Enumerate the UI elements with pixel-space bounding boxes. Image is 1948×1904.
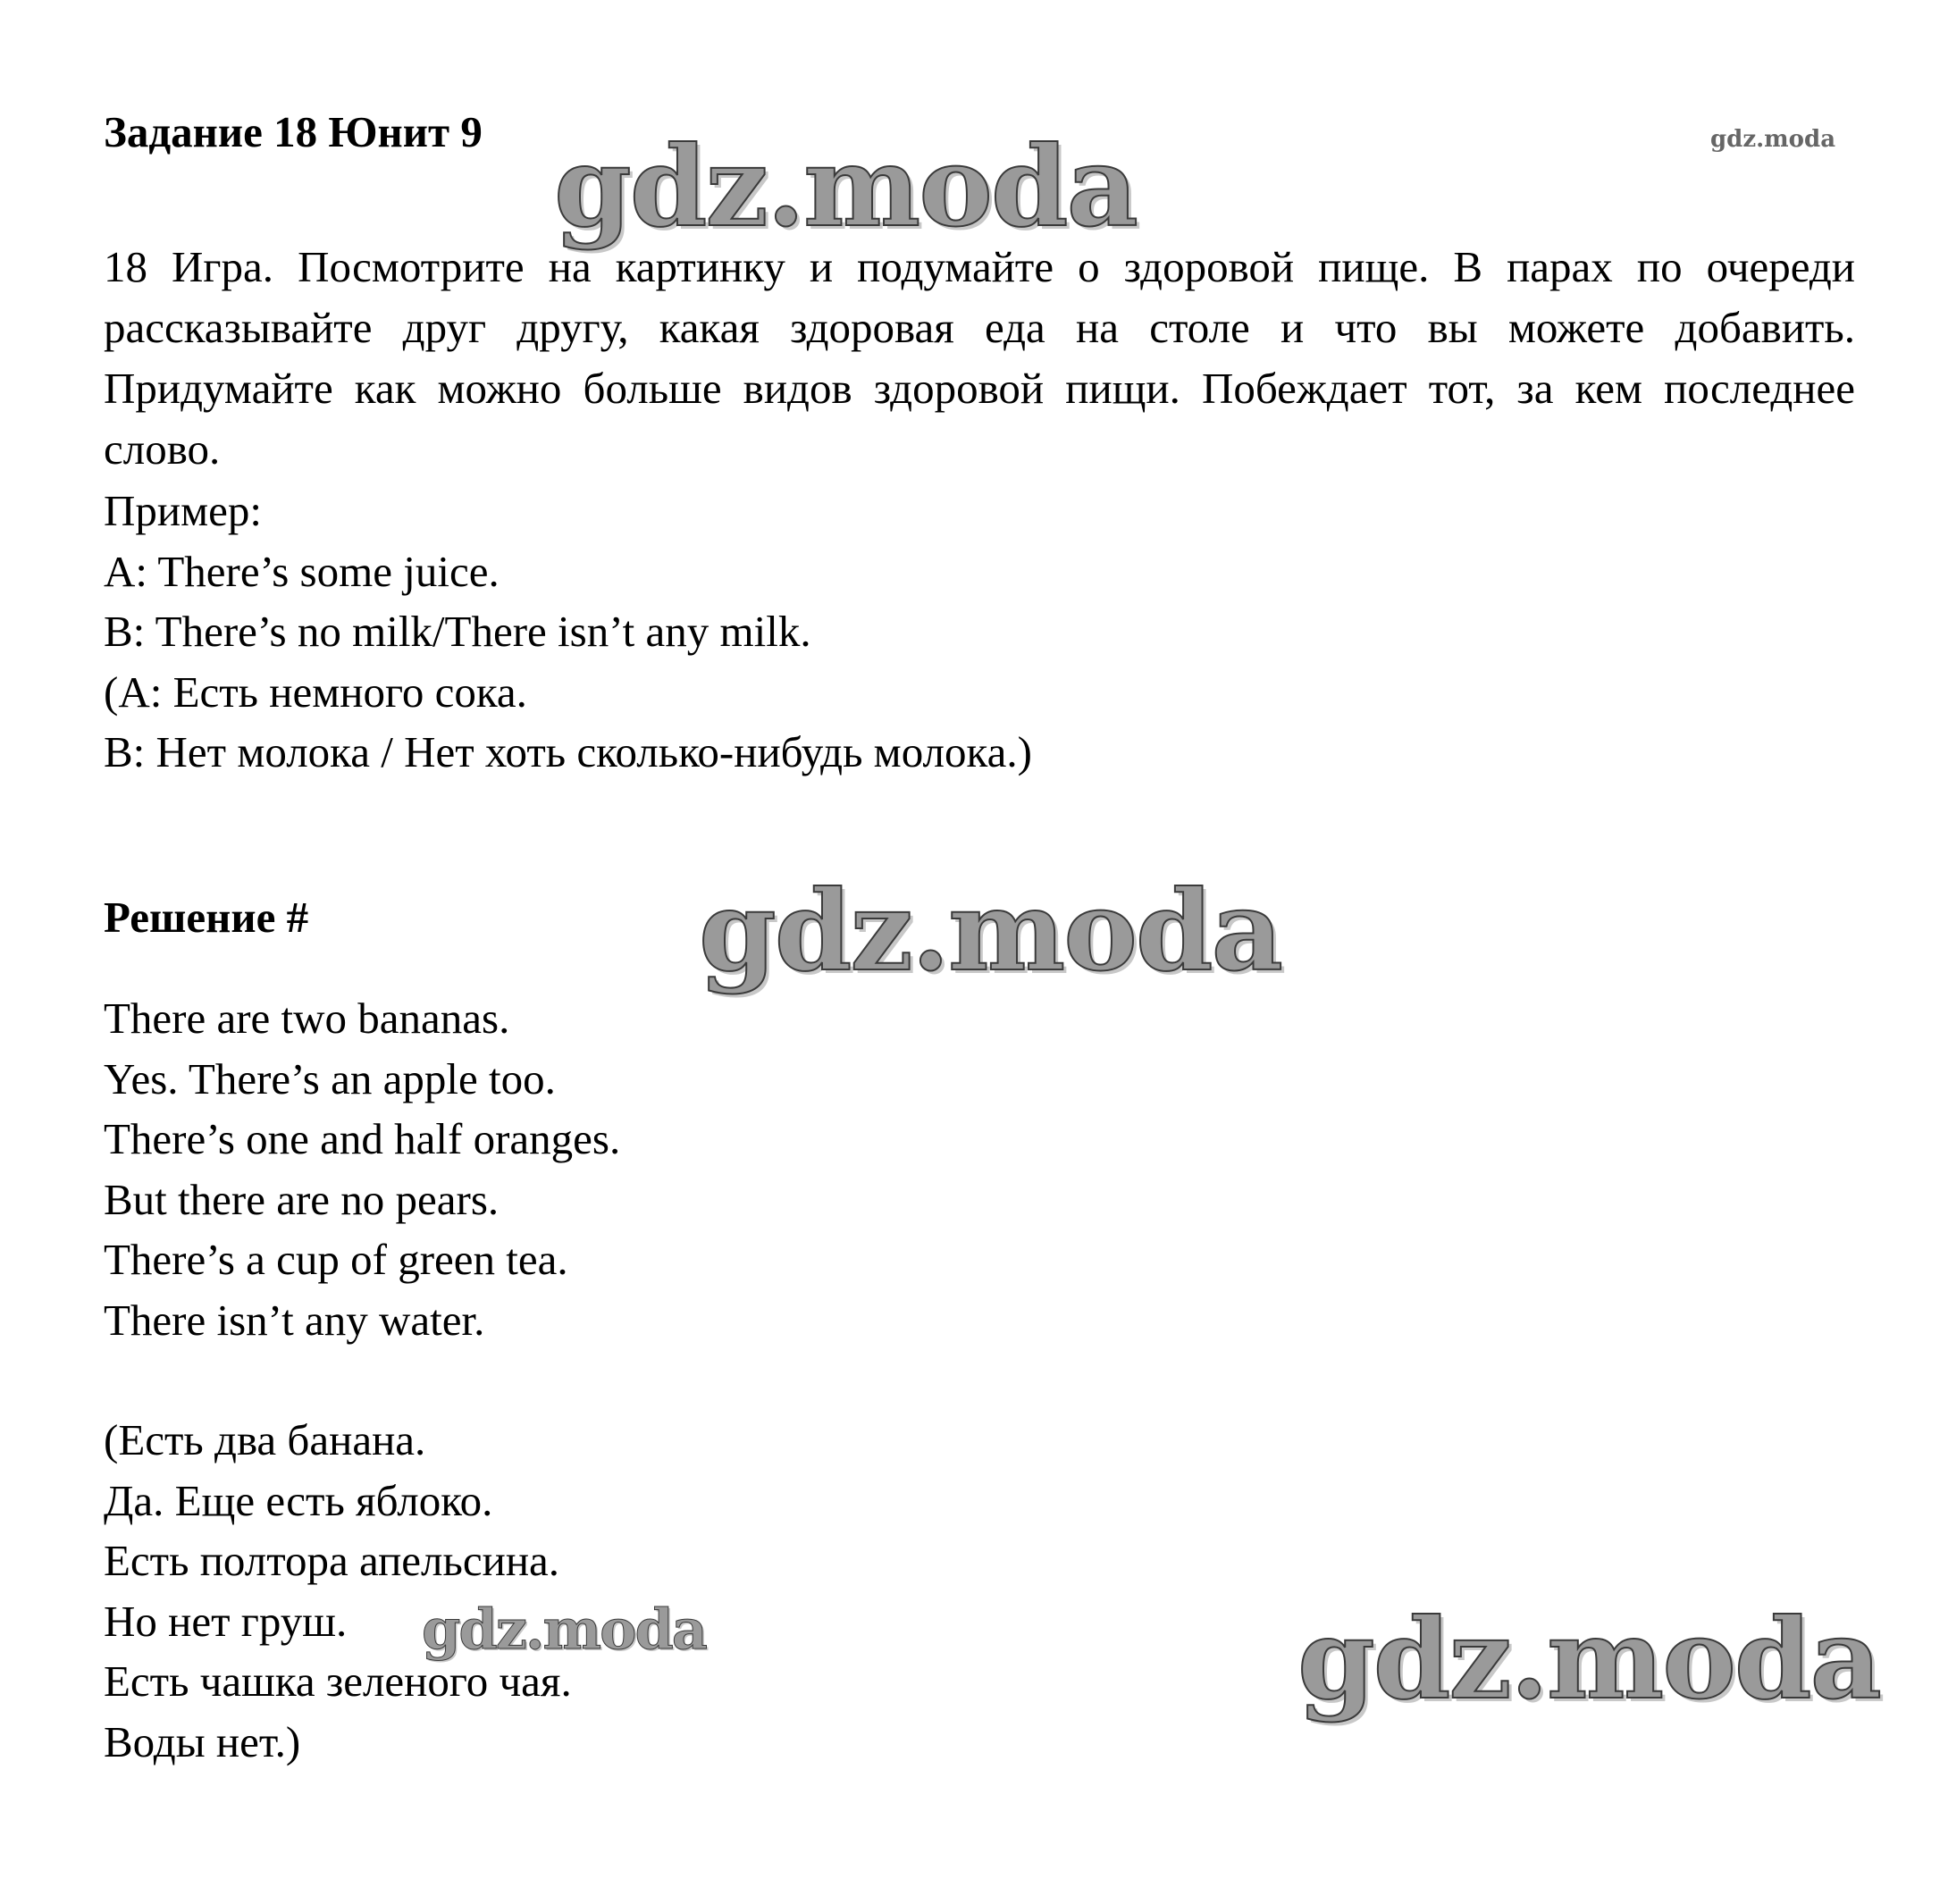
task-paragraph: 18 Игра. Посмотрите на картинку и подумайте о здоровой пище. В парах по очереди рассказывайте друг другу, какая здоровая еда на столе и что вы можете добавить. Придумайте как можно больше видов здоровой пищи. Побеждает тот, за кем последнее слово.	[104, 242, 1855, 474]
example-line: B: There’s no milk/There isn’t any milk.	[104, 607, 811, 656]
translation-line: Но нет груш.	[104, 1596, 348, 1646]
translation-line: Есть чашка зеленого чая.	[104, 1657, 572, 1706]
translation-line: (Есть два банана.	[104, 1415, 426, 1464]
watermark-logo: gdz.moda	[422, 1597, 706, 1662]
example-line: (A: Есть немного сока.	[104, 667, 527, 717]
watermark-logo: gdz.moda	[1297, 1595, 1880, 1724]
watermark-logo: gdz.moda	[554, 122, 1137, 252]
example-line: B: Нет молока / Нет хоть сколько-нибудь молока.)	[104, 727, 1032, 776]
answers-russian	[104, 1410, 572, 1772]
watermark-logo: gdz.moda	[699, 867, 1281, 996]
task-title: Задание 18 Юнит 9	[104, 107, 483, 156]
answer-line: Yes. There’s an apple too.	[104, 1053, 556, 1103]
example-block	[104, 481, 1032, 783]
answer-line: There’s a cup of green tea.	[104, 1235, 568, 1284]
answers-english	[104, 988, 620, 1350]
translation-line: Да. Еще есть яблоко.	[104, 1475, 493, 1525]
answer-line: There isn’t any water.	[104, 1295, 485, 1345]
example-line: Пример:	[104, 486, 262, 535]
answer-line: But there are no pears.	[104, 1174, 500, 1224]
answer-line: There’s one and half oranges.	[104, 1114, 621, 1163]
translation-line: Воды нет.)	[104, 1716, 301, 1766]
answer-line: There are two bananas.	[104, 994, 510, 1043]
watermark-logo: gdz.moda	[1710, 126, 1836, 153]
translation-line: Есть полтора апельсина.	[104, 1536, 560, 1585]
solution-heading: Решение #	[104, 893, 309, 942]
example-line: A: There’s some juice.	[104, 546, 500, 596]
